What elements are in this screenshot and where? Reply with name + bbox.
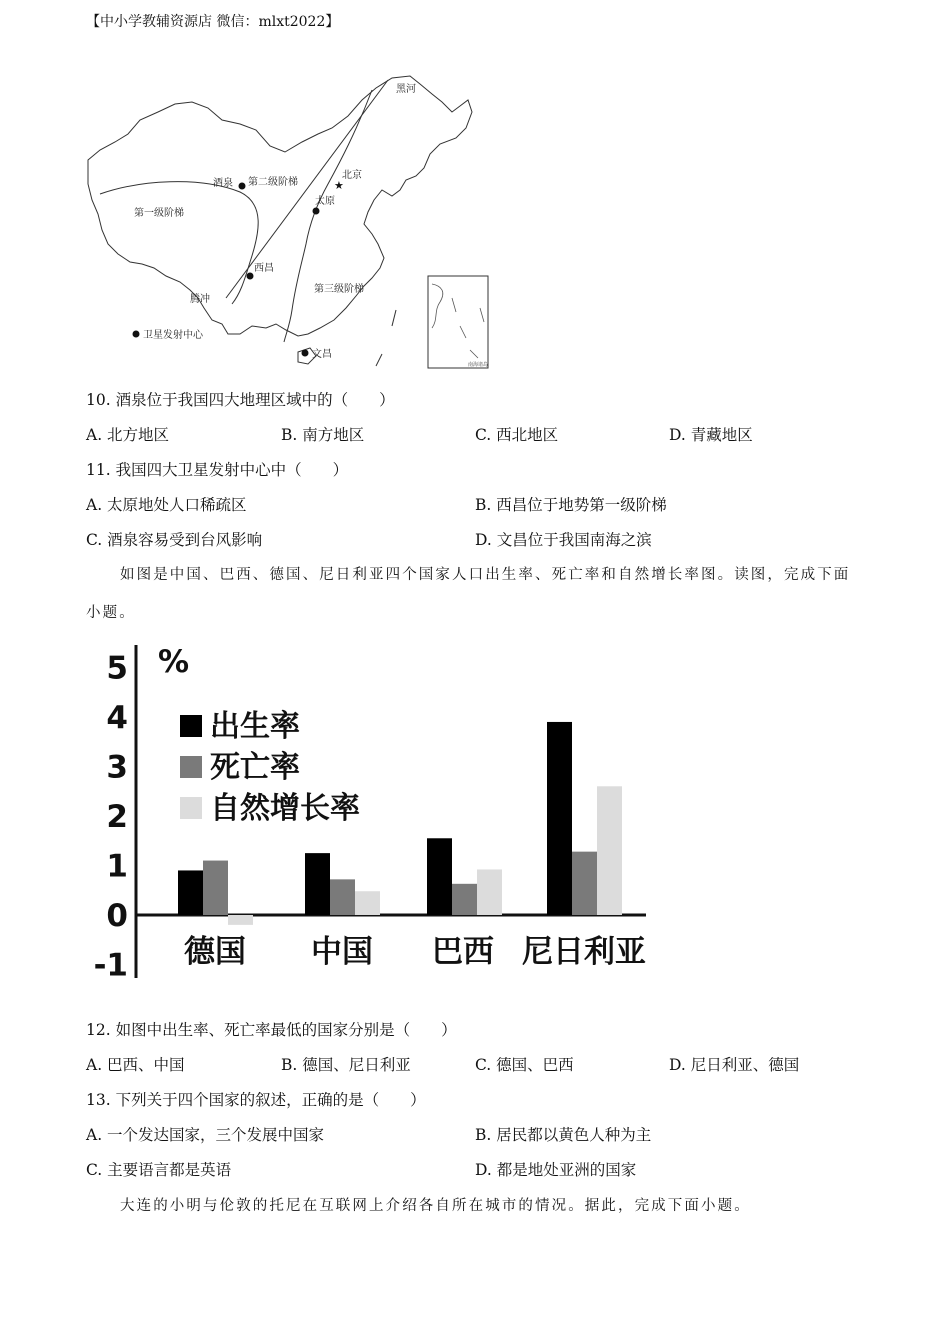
q13-option-d[interactable]: D. 都是地处亚洲的国家 <box>475 1161 637 1179</box>
jiuquan-label: 酒泉 <box>213 178 233 189</box>
q11-option-c[interactable]: C. 酒泉容易受到台风影响 <box>86 531 263 549</box>
south-sea-inset <box>428 276 488 368</box>
legend-swatch <box>180 797 202 819</box>
sea-dash-1 <box>392 310 396 326</box>
q10-option-a[interactable]: A. 北方地区 <box>86 426 170 444</box>
taiyuan-dot <box>313 208 320 215</box>
china-outline <box>88 76 472 336</box>
legend-label: 出生率 <box>210 709 300 744</box>
step-boundary-1 <box>100 182 258 304</box>
second-step-label: 第二级阶梯 <box>248 177 298 188</box>
sea-dash-2 <box>376 354 382 366</box>
q10-option-d[interactable]: D. 青藏地区 <box>669 426 753 444</box>
bar-growth <box>355 891 380 915</box>
bar-birth <box>178 870 203 915</box>
tengchong-label: 腾冲 <box>190 294 210 305</box>
q13-option-c[interactable]: C. 主要语言都是英语 <box>86 1161 232 1179</box>
legend-label: 自然增长率 <box>210 791 360 826</box>
q11-option-b[interactable]: B. 西昌位于地势第一级阶梯 <box>475 496 667 514</box>
q10-option-b[interactable]: B. 南方地区 <box>281 426 365 444</box>
q13-option-b[interactable]: B. 居民都以黄色人种为主 <box>475 1126 652 1144</box>
bar-death <box>330 879 355 915</box>
bar-death <box>572 852 597 915</box>
category-labels <box>184 934 646 970</box>
y-tick-label: -1 <box>93 947 128 984</box>
intro-2-line-1: 大连的小明与伦敦的托尼在互联网上介绍各自所在城市的情况。据此，完成下面小题。 <box>120 1198 751 1214</box>
beijing-star-icon: ★ <box>334 179 344 192</box>
y-tick-label: 4 <box>106 700 128 736</box>
bar-growth <box>477 869 502 915</box>
q12-stem: 12. 如图中出生率、死亡率最低的国家分别是（ ） <box>86 1021 457 1039</box>
category-label: 尼日利亚 <box>522 934 646 970</box>
y-tick-label: 1 <box>106 848 128 885</box>
bar-birth <box>427 838 452 915</box>
y-axis-ticks <box>94 651 128 984</box>
legend-swatch <box>180 756 202 778</box>
q12-option-c[interactable]: C. 德国、巴西 <box>475 1056 574 1074</box>
q12-option-a[interactable]: A. 巴西、中国 <box>86 1056 185 1074</box>
launch-center-legend-label: 卫星发射中心 <box>143 330 203 341</box>
q11-stem: 11. 我国四大卫星发射中心中（ ） <box>86 461 349 479</box>
q13-stem: 13. 下列关于四个国家的叙述，正确的是（ ） <box>86 1091 426 1109</box>
xichang-dot <box>247 273 254 280</box>
taiyuan-label: 太原 <box>315 196 335 207</box>
intro-1-line-2: 小题。 <box>86 605 136 621</box>
category-label: 巴西 <box>432 934 494 970</box>
y-tick-label: 5 <box>106 650 128 687</box>
inset-caption: 南海诸岛 <box>468 362 489 368</box>
y-tick-label: 3 <box>106 749 128 786</box>
y-tick-label: 2 <box>106 799 128 835</box>
category-label: 德国 <box>184 934 246 970</box>
y-tick-label: 0 <box>106 898 128 934</box>
q11-option-a[interactable]: A. 太原地处人口稀疏区 <box>86 496 247 514</box>
launch-center-legend-dot <box>133 331 140 338</box>
china-terrain-map <box>80 72 500 372</box>
first-step-label: 第一级阶梯 <box>134 208 184 219</box>
legend-swatch <box>180 715 202 737</box>
bar-growth <box>228 915 253 925</box>
wenchang-dot <box>302 350 309 357</box>
bar-birth <box>305 853 330 915</box>
xichang-label: 西昌 <box>254 263 274 274</box>
heihe-tengchong-line <box>226 80 388 298</box>
beijing-label: 北京 <box>342 170 362 181</box>
bar-growth <box>597 786 622 915</box>
population-rate-chart <box>90 640 660 985</box>
q12-option-b[interactable]: B. 德国、尼日利亚 <box>281 1056 411 1074</box>
q10-option-c[interactable]: C. 西北地区 <box>475 426 559 444</box>
step-boundary-2 <box>284 90 372 342</box>
intro-1-line-1: 如图是中国、巴西、德国、尼日利亚四个国家人口出生率、死亡率和自然增长率图。读图，完成下面 <box>120 567 851 583</box>
jiuquan-dot <box>239 183 246 190</box>
bar-death <box>452 884 477 915</box>
bar-birth <box>547 722 572 915</box>
header-text: 【中小学教辅资源店 微信：mlxt2022】 <box>86 14 340 30</box>
category-label: 中国 <box>311 934 373 970</box>
legend <box>180 709 360 826</box>
q12-option-d[interactable]: D. 尼日利亚、德国 <box>669 1056 800 1074</box>
legend-label: 死亡率 <box>210 750 300 785</box>
third-step-label: 第三级阶梯 <box>314 284 364 295</box>
bar-death <box>203 861 228 915</box>
q13-option-a[interactable]: A. 一个发达国家，三个发展中国家 <box>86 1126 325 1144</box>
q10-stem: 10. 酒泉位于我国四大地理区域中的（ ） <box>86 391 395 409</box>
heihe-label: 黑河 <box>396 84 416 95</box>
q11-option-d[interactable]: D. 文昌位于我国南海之滨 <box>475 531 652 549</box>
wenchang-label: 文昌 <box>312 349 332 360</box>
unit-label: % <box>158 644 190 680</box>
